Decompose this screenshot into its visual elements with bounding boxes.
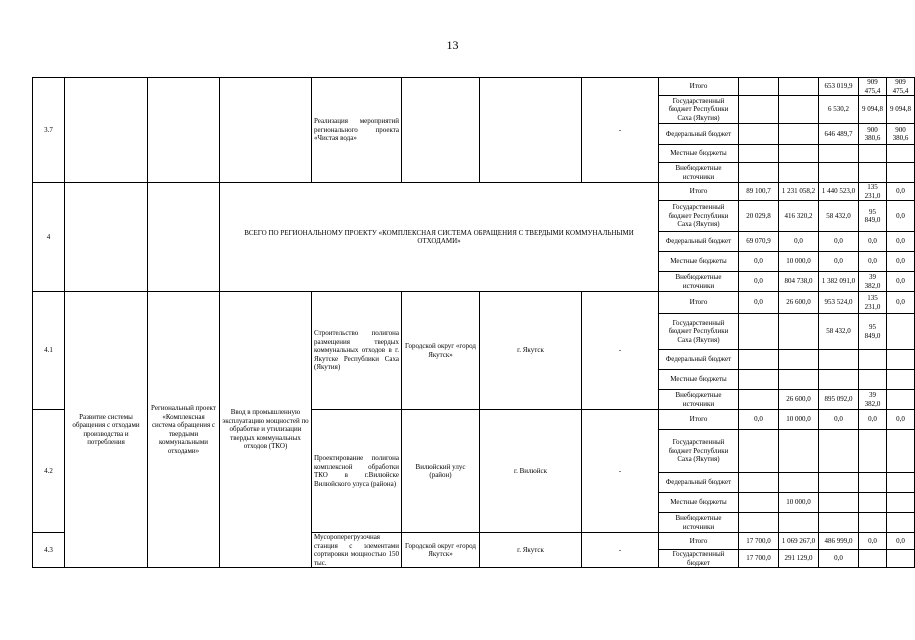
- district-cell: Городской округ «город Якутск»: [402, 292, 480, 410]
- source-cell: Государственный бюджет Республики Саха (Якутия): [659, 96, 739, 124]
- value-cell: 10 000,0: [779, 410, 819, 430]
- source-cell: Федеральный бюджет: [659, 350, 739, 370]
- value-cell: 0,0: [859, 252, 887, 272]
- value-cell: [887, 473, 915, 493]
- value-cell: [887, 145, 915, 163]
- measure-cell: Проектирование полигона комплексной обработки ТКО в г.Вилюйске Вилюйского улуса (района): [312, 410, 402, 533]
- locality-cell: г. Якутск: [480, 533, 582, 568]
- page-number: 13: [446, 38, 459, 52]
- source-cell: Внебюджетные источники: [659, 272, 739, 292]
- row-number: 4: [33, 183, 65, 292]
- value-cell: 0,0: [859, 232, 887, 252]
- value-cell: 0,0: [887, 232, 915, 252]
- source-cell: Федеральный бюджет: [659, 232, 739, 252]
- table-row: [33, 78, 915, 96]
- table-row: [33, 183, 915, 201]
- value-cell: 0,0: [859, 533, 887, 550]
- value-cell: 0,0: [819, 232, 859, 252]
- value-cell: [887, 550, 915, 568]
- value-cell: 10 000,0: [779, 252, 819, 272]
- source-cell: Государственный бюджет Республики Саха (Якутия): [659, 201, 739, 232]
- source-cell: Итого: [659, 78, 739, 96]
- measure-cell: Мусороперегрузочная станция с элементами сортировки мощностью 150 тыс.: [312, 533, 402, 568]
- source-cell: Местные бюджеты: [659, 370, 739, 390]
- value-cell: [887, 493, 915, 513]
- value-cell: [819, 370, 859, 390]
- value-cell: [739, 473, 779, 493]
- value-cell: 10 000,0: [779, 493, 819, 513]
- source-cell: Внебюджетные источники: [659, 513, 739, 533]
- value-cell: 486 999,0: [819, 533, 859, 550]
- value-cell: [819, 350, 859, 370]
- value-cell: [887, 314, 915, 350]
- value-cell: [887, 513, 915, 533]
- program-cell: [65, 78, 148, 183]
- value-cell: [887, 163, 915, 183]
- source-cell: Государственный бюджет Республики Саха (Якутия): [659, 430, 739, 473]
- value-cell: [859, 493, 887, 513]
- program-cell: [65, 183, 148, 292]
- value-cell: [779, 513, 819, 533]
- measure-cell: Реализация мероприятий регионального проекта «Чистая вода»: [312, 78, 402, 183]
- value-cell: [739, 350, 779, 370]
- value-cell: 135 231,0: [859, 292, 887, 314]
- project-cell: [148, 78, 220, 183]
- value-cell: [779, 96, 819, 124]
- value-cell: 653 019,9: [819, 78, 859, 96]
- value-cell: 17 700,0: [739, 550, 779, 568]
- dash-cell: -: [582, 292, 659, 410]
- value-cell: 39 382,0: [859, 272, 887, 292]
- locality-cell: [480, 78, 582, 183]
- value-cell: [739, 145, 779, 163]
- value-cell: 0,0: [779, 232, 819, 252]
- value-cell: 900 380,6: [859, 124, 887, 145]
- locality-cell: г. Вилюйск: [480, 410, 582, 533]
- row-number: 4.1: [33, 292, 65, 410]
- value-cell: 0,0: [819, 252, 859, 272]
- value-cell: 0,0: [859, 410, 887, 430]
- measure-cell: Строительство полигона размещения твердых коммунальных отходов в г. Якутске Республики Саха (Якутия): [312, 292, 402, 410]
- value-cell: 0,0: [819, 410, 859, 430]
- indicator-cell: Ввод в промышленную эксплуатацию мощностей по обработке и утилизации твердых коммунальных отходов (ТКО): [220, 292, 312, 568]
- value-cell: 0,0: [819, 550, 859, 568]
- value-cell: [739, 163, 779, 183]
- value-cell: 0,0: [887, 533, 915, 550]
- value-cell: [779, 430, 819, 473]
- value-cell: 26 600,0: [779, 390, 819, 410]
- value-cell: [859, 145, 887, 163]
- value-cell: 0,0: [739, 252, 779, 272]
- value-cell: [887, 370, 915, 390]
- table-body: [33, 78, 915, 568]
- table-row: [33, 292, 915, 314]
- value-cell: [779, 78, 819, 96]
- value-cell: [819, 430, 859, 473]
- value-cell: 0,0: [887, 201, 915, 232]
- value-cell: [819, 473, 859, 493]
- value-cell: 58 432,0: [819, 314, 859, 350]
- value-cell: [739, 96, 779, 124]
- row-number: 3.7: [33, 78, 65, 183]
- value-cell: [779, 145, 819, 163]
- source-cell: Внебюджетные источники: [659, 163, 739, 183]
- value-cell: [819, 145, 859, 163]
- value-cell: [739, 314, 779, 350]
- value-cell: [779, 314, 819, 350]
- value-cell: [859, 350, 887, 370]
- source-cell: Местные бюджеты: [659, 493, 739, 513]
- value-cell: 1 440 523,0: [819, 183, 859, 201]
- source-cell: Федеральный бюджет: [659, 124, 739, 145]
- value-cell: 0,0: [887, 252, 915, 272]
- value-cell: [887, 350, 915, 370]
- row-number: 4.3: [33, 533, 65, 568]
- value-cell: [859, 513, 887, 533]
- value-cell: 58 432,0: [819, 201, 859, 232]
- value-cell: 69 070,9: [739, 232, 779, 252]
- source-cell: Внебюджетные источники: [659, 390, 739, 410]
- section-title: ВСЕГО ПО РЕГИОНАЛЬНОМУ ПРОЕКТУ «КОМПЛЕКСНАЯ СИСТЕМА ОБРАЩЕНИЯ С ТВЕРДЫМИ КОММУНАЛЬНЫМИ ОТХОДАМИ»: [220, 183, 659, 292]
- value-cell: 89 100,7: [739, 183, 779, 201]
- value-cell: [819, 513, 859, 533]
- value-cell: [739, 78, 779, 96]
- value-cell: 953 524,0: [819, 292, 859, 314]
- value-cell: [739, 493, 779, 513]
- value-cell: [819, 163, 859, 183]
- value-cell: 95 849,0: [859, 201, 887, 232]
- value-cell: [779, 163, 819, 183]
- value-cell: 416 320,2: [779, 201, 819, 232]
- value-cell: [887, 430, 915, 473]
- value-cell: 1 069 267,0: [779, 533, 819, 550]
- value-cell: [739, 124, 779, 145]
- locality-cell: г. Якутск: [480, 292, 582, 410]
- value-cell: 909 475,4: [859, 78, 887, 96]
- value-cell: [887, 390, 915, 410]
- district-cell: Городской округ «город Якутск»: [402, 533, 480, 568]
- value-cell: 20 029,8: [739, 201, 779, 232]
- value-cell: 0,0: [887, 292, 915, 314]
- dash-cell: -: [582, 410, 659, 533]
- value-cell: 0,0: [887, 183, 915, 201]
- value-cell: 39 382,0: [859, 390, 887, 410]
- value-cell: [859, 473, 887, 493]
- source-cell: Государственный бюджет: [659, 550, 739, 568]
- dash-cell: -: [582, 78, 659, 183]
- value-cell: 6 530,2: [819, 96, 859, 124]
- value-cell: [819, 493, 859, 513]
- value-cell: 9 094,8: [859, 96, 887, 124]
- value-cell: [739, 370, 779, 390]
- source-cell: Государственный бюджет Республики Саха (Якутия): [659, 314, 739, 350]
- value-cell: [739, 430, 779, 473]
- source-cell: Итого: [659, 183, 739, 201]
- value-cell: 909 475,4: [887, 78, 915, 96]
- row-number: 4.2: [33, 410, 65, 533]
- value-cell: 0,0: [739, 410, 779, 430]
- value-cell: 1 231 058,2: [779, 183, 819, 201]
- source-cell: Местные бюджеты: [659, 145, 739, 163]
- value-cell: [739, 513, 779, 533]
- value-cell: [859, 550, 887, 568]
- value-cell: 0,0: [887, 410, 915, 430]
- source-cell: Итого: [659, 292, 739, 314]
- value-cell: 646 489,7: [819, 124, 859, 145]
- source-cell: Итого: [659, 533, 739, 550]
- project-cell: Региональный проект «Комплексная система обращения с твердыми коммунальными отходами»: [148, 292, 220, 568]
- value-cell: 804 738,0: [779, 272, 819, 292]
- value-cell: 900 380,6: [887, 124, 915, 145]
- value-cell: [779, 473, 819, 493]
- value-cell: [859, 370, 887, 390]
- budget-table: [32, 77, 915, 568]
- project-cell: [148, 183, 220, 292]
- value-cell: [779, 370, 819, 390]
- value-cell: 95 849,0: [859, 314, 887, 350]
- value-cell: 0,0: [739, 292, 779, 314]
- source-cell: Местные бюджеты: [659, 252, 739, 272]
- value-cell: 17 700,0: [739, 533, 779, 550]
- value-cell: 0,0: [887, 272, 915, 292]
- district-cell: Вилюйский улус (район): [402, 410, 480, 533]
- value-cell: 895 092,0: [819, 390, 859, 410]
- value-cell: [859, 430, 887, 473]
- value-cell: 1 382 091,0: [819, 272, 859, 292]
- value-cell: 135 231,0: [859, 183, 887, 201]
- source-cell: Итого: [659, 410, 739, 430]
- dash-cell: -: [582, 533, 659, 568]
- value-cell: [779, 350, 819, 370]
- indicator-cell: [220, 78, 312, 183]
- source-cell: Федеральный бюджет: [659, 473, 739, 493]
- district-cell: [402, 78, 480, 183]
- value-cell: 291 129,0: [779, 550, 819, 568]
- value-cell: 0,0: [739, 272, 779, 292]
- value-cell: 26 600,0: [779, 292, 819, 314]
- value-cell: [779, 124, 819, 145]
- program-cell: Развитие системы обращения с отходами производства и потребления: [65, 292, 148, 568]
- value-cell: [859, 163, 887, 183]
- value-cell: 9 094,8: [887, 96, 915, 124]
- value-cell: [739, 390, 779, 410]
